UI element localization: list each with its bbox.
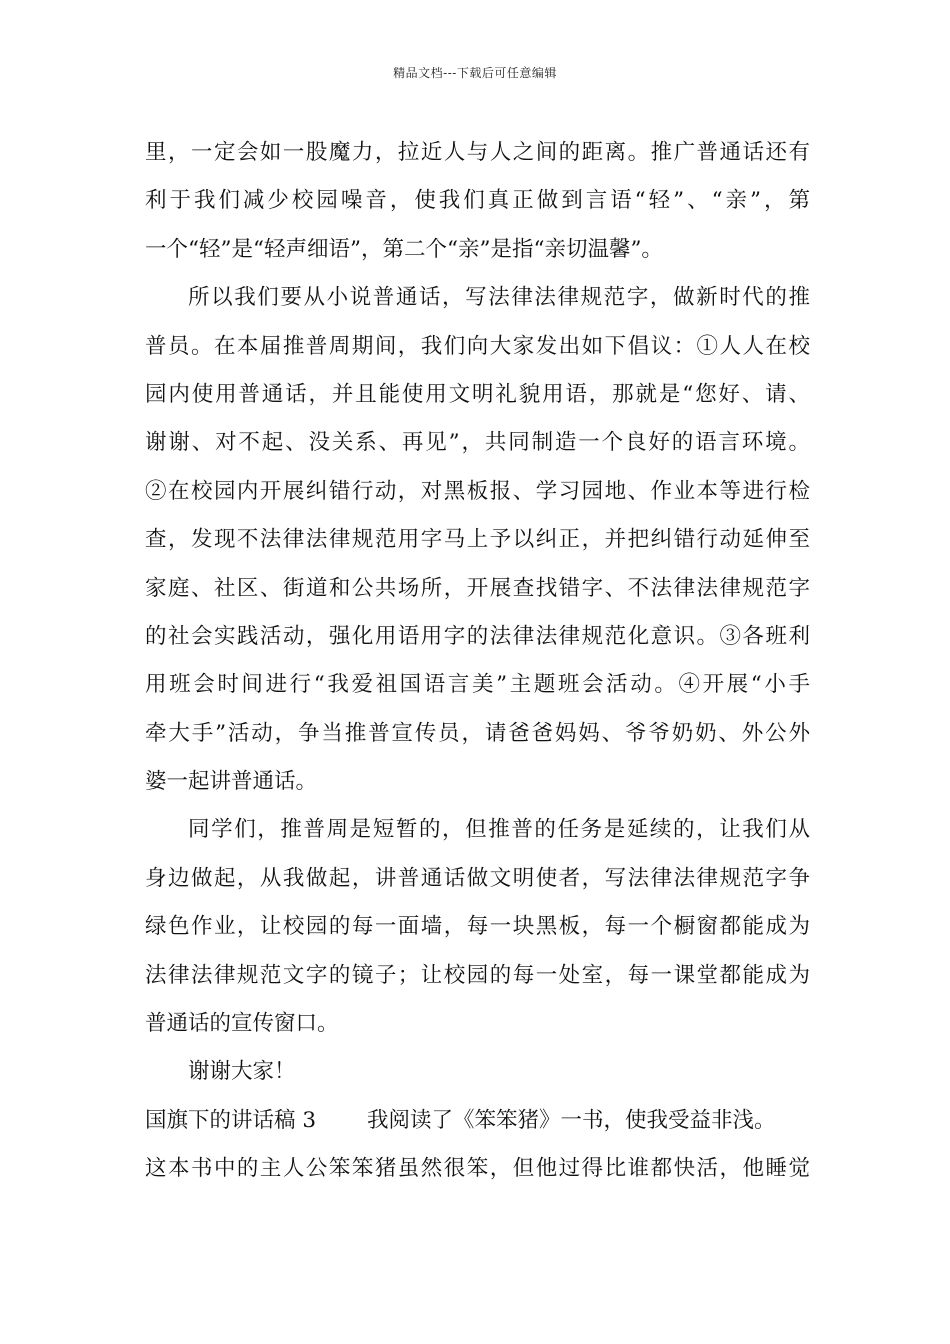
paragraph-1 bbox=[145, 129, 810, 274]
text-line: 普员。在本届推普周期间，我们向大家发出如下倡议：①人人在校 bbox=[145, 333, 810, 359]
section-title-line bbox=[145, 1097, 810, 1145]
text-line: 里，一定会如一股魔力，拉近人与人之间的距离。推广普通话还有 bbox=[145, 140, 810, 165]
text-line: 法律法律规范文字的镜子；让校园的每一处室，每一课堂都能成为 bbox=[145, 962, 810, 988]
paragraph-2 bbox=[145, 274, 810, 806]
text-line: 园内使用普通话，并且能使用文明礼貌用语，那就是“您好、请、 bbox=[145, 381, 810, 407]
text-line: 绿色作业，让校园的每一面墙，每一块黑板，每一个橱窗都能成为 bbox=[145, 914, 810, 940]
section-first-line: 我阅读了《笨笨猪》一书，使我受益非浅。 bbox=[367, 1107, 776, 1133]
text-line: 婆一起讲普通话。 bbox=[145, 769, 318, 795]
text-line: ②在校园内开展纠错行动，对黑板报、学习园地、作业本等进行检 bbox=[145, 478, 810, 504]
paragraph-3 bbox=[145, 806, 810, 1048]
text-line: 这本书中的主人公笨笨猪虽然很笨，但他过得比谁都快活，他睡觉 bbox=[145, 1156, 810, 1182]
next-section bbox=[145, 1097, 810, 1194]
text-line: 普通话的宣传窗口。 bbox=[145, 1011, 339, 1037]
section-title: 国旗下的讲话稿 3 bbox=[145, 1107, 317, 1133]
text-line: 一个“轻”是“轻声细语”，第二个“亲”是指“亲切温馨”。 bbox=[145, 236, 663, 262]
text-line: 牵大手”活动，争当推普宣传员，请爸爸妈妈、爷爷奶奶、外公外 bbox=[145, 720, 810, 746]
paragraph-4 bbox=[145, 1048, 810, 1096]
text-line: 所以我们要从小说普通话，写法律法律规范字，做新时代的推 bbox=[188, 285, 810, 311]
text-line: 谢谢、对不起、没关系、再见”，共同制造一个良好的语言环境。 bbox=[145, 430, 810, 456]
text-line: 谢谢大家！ bbox=[188, 1059, 296, 1085]
page-header: 精品文档---下载后可任意编辑 bbox=[393, 66, 557, 80]
text-line: 家庭、社区、街道和公共场所，开展查找错字、不法律法律规范字 bbox=[145, 575, 810, 601]
text-line: 查，发现不法律法律规范用字马上予以纠正，并把纠错行动延伸至 bbox=[145, 527, 810, 553]
document-body bbox=[145, 129, 810, 1194]
text-line: 用班会时间进行“我爱祖国语言美”主题班会活动。④开展“小手 bbox=[145, 672, 810, 698]
text-line: 同学们，推普周是短暂的，但推普的任务是延续的，让我们从 bbox=[188, 817, 810, 843]
text-line: 的社会实践活动，强化用语用字的法律法律规范化意识。③各班利 bbox=[145, 623, 810, 649]
text-line: 身边做起，从我做起，讲普通话做文明使者，写法律法律规范字争 bbox=[145, 865, 810, 891]
text-line: 利于我们减少校园噪音，使我们真正做到言语“轻”、“亲”，第 bbox=[145, 188, 810, 214]
